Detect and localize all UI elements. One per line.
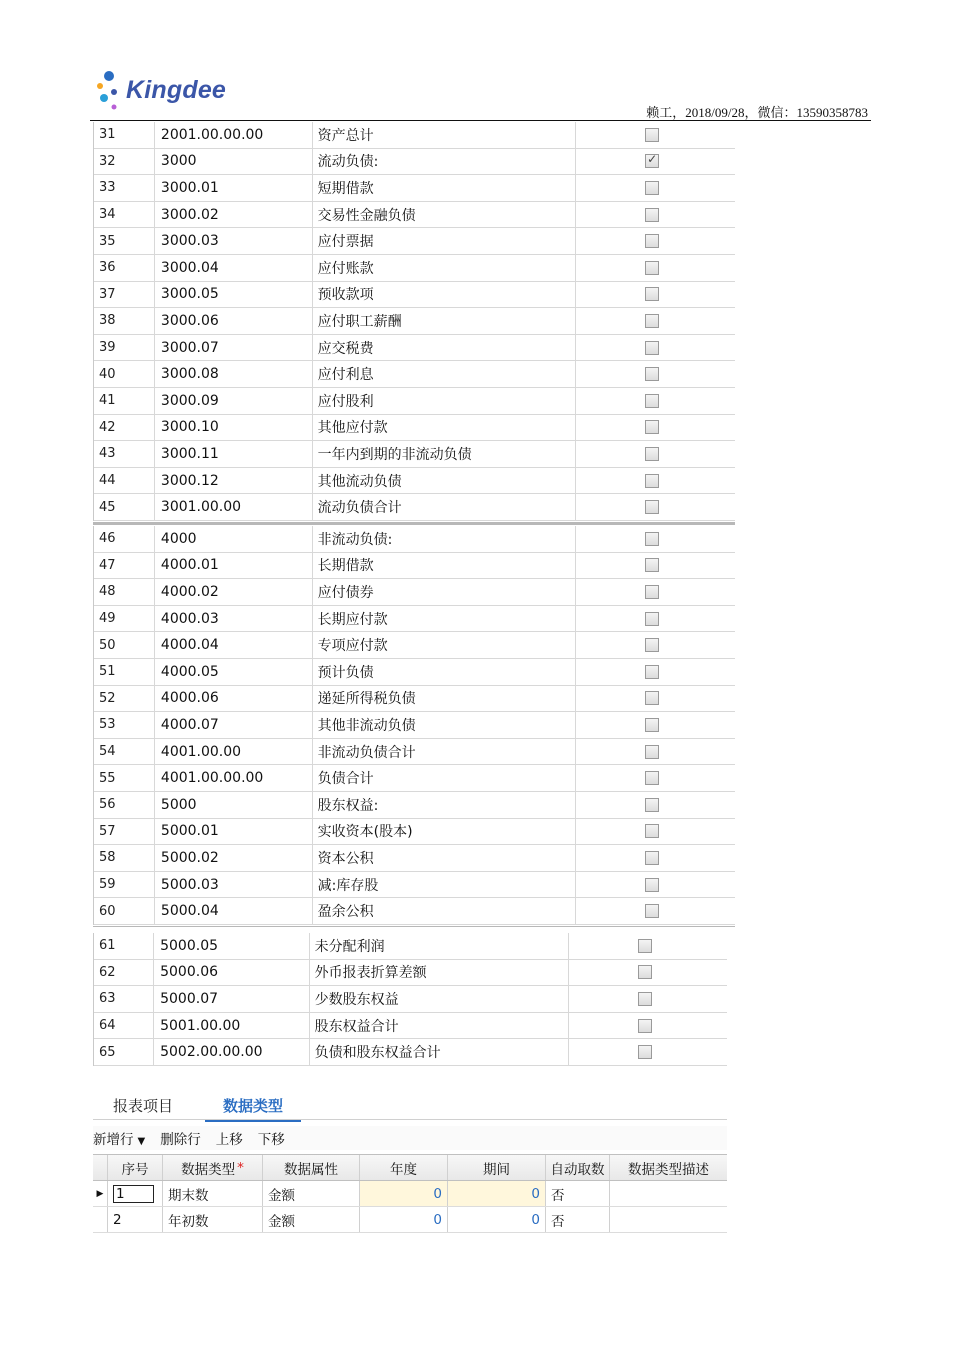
item-code[interactable]: 4000.06 — [154, 686, 312, 712]
item-code[interactable]: 3000.12 — [154, 468, 312, 494]
required-mark: * — [237, 1159, 244, 1176]
grid-row[interactable] — [94, 361, 735, 388]
item-name[interactable]: 外币报表折算差额 — [309, 960, 569, 986]
row-checkbox[interactable] — [645, 798, 659, 812]
header-note: 赖工，2018/09/28，微信：13590358783 — [646, 105, 868, 120]
item-code[interactable]: 4000.03 — [154, 606, 312, 632]
row-checkbox[interactable] — [645, 878, 659, 892]
grid-row[interactable] — [94, 712, 735, 739]
row-number: 32 — [99, 153, 116, 169]
row-checkbox[interactable] — [645, 500, 659, 514]
move-up-button[interactable]: 上移 — [215, 1132, 243, 1148]
grid-row[interactable] — [94, 898, 735, 925]
item-name[interactable]: 负债和股东权益合计 — [309, 1039, 569, 1065]
row-checkbox[interactable] — [645, 447, 659, 461]
row-number: 53 — [99, 717, 116, 733]
item-code[interactable]: 3000.01 — [154, 175, 312, 201]
row-number: 64 — [99, 1018, 116, 1034]
checkbox-cell — [575, 228, 735, 254]
row-checkbox[interactable] — [638, 1045, 652, 1059]
checkbox-cell — [575, 686, 735, 712]
grid-row[interactable] — [94, 1013, 727, 1040]
item-code[interactable]: 5000.07 — [153, 986, 309, 1012]
row-checkbox[interactable] — [638, 992, 652, 1006]
add-row-button[interactable] — [93, 1128, 160, 1148]
cell-desc[interactable] — [610, 1181, 727, 1206]
grid-row[interactable] — [94, 792, 735, 819]
grid-row[interactable] — [94, 960, 727, 987]
tabs-divider — [93, 1119, 727, 1120]
delete-row-button[interactable]: 删除行 — [160, 1132, 201, 1148]
item-code[interactable]: 5000.06 — [153, 960, 309, 986]
checkbox-cell — [575, 765, 735, 791]
row-indicator — [93, 1207, 108, 1232]
item-code[interactable]: 4001.00.00 — [154, 739, 312, 765]
item-code[interactable]: 3000.06 — [154, 308, 312, 334]
row-number: 59 — [99, 877, 116, 893]
grid-row[interactable] — [94, 1039, 727, 1066]
grid-row[interactable] — [94, 228, 735, 255]
row-number: 34 — [99, 207, 116, 223]
item-name[interactable]: 资产总计 — [312, 122, 576, 148]
seq-input[interactable]: 1 — [113, 1185, 154, 1203]
grid-row[interactable] — [94, 388, 735, 415]
checkbox-cell — [568, 1039, 727, 1065]
row-checkbox[interactable] — [645, 718, 659, 732]
row-checkbox[interactable] — [645, 420, 659, 434]
row-number: 33 — [99, 180, 116, 196]
row-checkbox[interactable] — [645, 181, 659, 195]
item-code[interactable]: 5002.00.00.00 — [153, 1039, 309, 1065]
item-code[interactable]: 3000.11 — [154, 441, 312, 467]
cell-seq[interactable]: 2 — [108, 1207, 163, 1232]
item-code[interactable]: 4000.02 — [154, 579, 312, 605]
col-type[interactable] — [163, 1155, 263, 1180]
item-code[interactable]: 3000.02 — [154, 202, 312, 228]
row-number: 48 — [99, 584, 116, 600]
item-code[interactable]: 4000.05 — [154, 659, 312, 685]
cell-attr[interactable]: 金额 — [263, 1207, 360, 1232]
grid-row[interactable] — [94, 986, 727, 1013]
cell-auto[interactable]: 否 — [546, 1207, 610, 1232]
checkbox-cell — [575, 553, 735, 579]
row-checkbox[interactable] — [645, 154, 659, 168]
item-code[interactable]: 5000.05 — [153, 933, 309, 959]
item-code[interactable]: 4000 — [154, 526, 312, 552]
col-attr[interactable]: 数据属性 — [263, 1155, 360, 1180]
checkbox-cell — [575, 202, 735, 228]
row-checkbox[interactable] — [645, 261, 659, 275]
row-number: 63 — [99, 991, 116, 1007]
col-desc[interactable]: 数据类型描述 — [628, 1161, 709, 1178]
row-indicator-header — [93, 1155, 108, 1180]
item-code[interactable]: 5000 — [154, 792, 312, 818]
checkbox-cell — [575, 122, 735, 148]
item-name[interactable]: 资本公积 — [312, 845, 576, 871]
row-checkbox[interactable] — [645, 287, 659, 301]
row-checkbox[interactable] — [645, 638, 659, 652]
checkbox-cell — [575, 526, 735, 552]
checkbox-cell — [575, 872, 735, 898]
item-name[interactable]: 预计负债 — [312, 659, 576, 685]
row-checkbox[interactable] — [645, 208, 659, 222]
cell-seq[interactable] — [108, 1181, 163, 1206]
item-name[interactable]: 其他应付款 — [312, 415, 576, 441]
block-divider — [93, 926, 735, 927]
item-name[interactable]: 流动负债: — [312, 149, 576, 175]
checkbox-cell — [575, 175, 735, 201]
grid-row[interactable] — [94, 494, 735, 521]
add-row-label: 新增行 — [93, 1132, 134, 1148]
grid-row[interactable] — [94, 335, 735, 362]
cell-type[interactable]: 期末数 — [163, 1181, 263, 1206]
checkbox-cell — [568, 1013, 727, 1039]
row-checkbox[interactable] — [645, 665, 659, 679]
checkbox-cell — [575, 149, 735, 175]
block-divider — [93, 522, 735, 525]
checkbox-cell — [575, 819, 735, 845]
item-code[interactable]: 5000.02 — [154, 845, 312, 871]
col-seq[interactable]: 序号 — [108, 1155, 163, 1180]
grid-row[interactable] — [94, 308, 735, 335]
row-number: 40 — [99, 366, 116, 382]
row-checkbox[interactable] — [645, 341, 659, 355]
checkbox-cell — [575, 494, 735, 520]
item-code[interactable]: 5000.04 — [154, 898, 312, 924]
item-code[interactable]: 3000.08 — [154, 361, 312, 387]
data-type-table — [93, 1154, 727, 1233]
grid-row[interactable] — [94, 765, 735, 792]
item-name[interactable]: 非流动负债合计 — [312, 739, 576, 765]
item-name[interactable]: 短期借款 — [312, 175, 576, 201]
item-code[interactable]: 4001.00.00.00 — [154, 765, 312, 791]
row-checkbox[interactable] — [645, 128, 659, 142]
item-name[interactable]: 长期应付款 — [312, 606, 576, 632]
checkbox-cell — [575, 845, 735, 871]
grid-row[interactable] — [94, 149, 735, 176]
item-code[interactable]: 4000.04 — [154, 632, 312, 658]
account-grid-block-3 — [93, 933, 727, 1066]
item-name[interactable]: 盈余公积 — [312, 898, 576, 924]
row-number: 54 — [99, 744, 116, 760]
row-checkbox[interactable] — [645, 612, 659, 626]
grid-row[interactable] — [94, 441, 735, 468]
item-code[interactable]: 3000.10 — [154, 415, 312, 441]
tab-data-type[interactable]: 数据类型 — [205, 1092, 301, 1122]
row-number: 39 — [99, 340, 116, 356]
checkbox-cell — [575, 415, 735, 441]
tab-report-items[interactable]: 报表项目 — [113, 1097, 174, 1115]
grid-row[interactable] — [94, 122, 735, 149]
row-checkbox[interactable] — [645, 904, 659, 918]
row-number: 31 — [99, 127, 116, 143]
row-number: 60 — [99, 903, 116, 919]
row-number: 58 — [99, 850, 116, 866]
item-name[interactable]: 少数股东权益 — [309, 986, 569, 1012]
item-name[interactable]: 应付债券 — [312, 579, 576, 605]
row-checkbox[interactable] — [645, 394, 659, 408]
checkbox-cell — [568, 933, 727, 959]
checkbox-cell — [575, 308, 735, 334]
checkbox-cell — [575, 579, 735, 605]
checkbox-cell — [575, 898, 735, 924]
col-period[interactable]: 期间 — [448, 1155, 546, 1180]
grid-row[interactable] — [94, 933, 727, 960]
row-number: 45 — [99, 499, 116, 515]
header-divider — [90, 120, 871, 121]
row-checkbox[interactable] — [645, 558, 659, 572]
item-code[interactable]: 3000.07 — [154, 335, 312, 361]
bottom-tabs — [93, 1092, 733, 1120]
item-name[interactable]: 应付利息 — [312, 361, 576, 387]
checkbox-cell — [575, 739, 735, 765]
row-number: 44 — [99, 473, 116, 489]
item-name[interactable]: 应付职工薪酬 — [312, 308, 576, 334]
row-number: 65 — [99, 1044, 116, 1060]
current-row-arrow-icon: ▶ — [93, 1181, 108, 1206]
cell-period[interactable]: 0 — [448, 1207, 546, 1232]
item-code[interactable]: 5000.01 — [154, 819, 312, 845]
item-name[interactable]: 应付账款 — [312, 255, 576, 281]
row-number: 56 — [99, 797, 116, 813]
dropdown-caret-icon[interactable]: ▼ — [137, 1136, 146, 1147]
item-name[interactable]: 专项应付款 — [312, 632, 576, 658]
item-code[interactable]: 4000.01 — [154, 553, 312, 579]
move-down-button[interactable]: 下移 — [257, 1132, 285, 1148]
table-row[interactable] — [93, 1207, 727, 1233]
row-checkbox[interactable] — [645, 691, 659, 705]
row-number: 38 — [99, 313, 116, 329]
checkbox-cell — [575, 468, 735, 494]
row-checkbox[interactable] — [645, 532, 659, 546]
grid-row[interactable] — [94, 255, 735, 282]
grid-row[interactable] — [94, 845, 735, 872]
row-checkbox[interactable] — [645, 745, 659, 759]
cell-type[interactable]: 年初数 — [163, 1207, 263, 1232]
item-name[interactable]: 应交税费 — [312, 335, 576, 361]
checkbox-cell — [568, 960, 727, 986]
item-name[interactable]: 其他流动负债 — [312, 468, 576, 494]
brand-name: Kingdee — [126, 76, 227, 104]
item-name[interactable]: 股东权益: — [312, 792, 576, 818]
checkbox-cell — [575, 255, 735, 281]
item-name[interactable]: 未分配利润 — [309, 933, 569, 959]
row-number: 61 — [99, 938, 116, 954]
grid-row[interactable] — [94, 468, 735, 495]
item-code[interactable]: 3000.03 — [154, 228, 312, 254]
row-checkbox[interactable] — [645, 824, 659, 838]
col-auto[interactable]: 自动取数 — [546, 1155, 610, 1180]
cell-desc[interactable] — [610, 1207, 727, 1232]
item-name[interactable]: 非流动负债: — [312, 526, 576, 552]
item-name[interactable]: 减:库存股 — [312, 872, 576, 898]
cell-period[interactable]: 0 — [448, 1181, 546, 1206]
row-checkbox[interactable] — [645, 314, 659, 328]
checkbox-cell — [575, 712, 735, 738]
row-number: 47 — [99, 557, 116, 573]
row-number: 42 — [99, 419, 116, 435]
row-checkbox[interactable] — [645, 474, 659, 488]
item-code[interactable]: 5000.03 — [154, 872, 312, 898]
cell-year[interactable]: 0 — [360, 1181, 448, 1206]
grid-row[interactable] — [94, 202, 735, 229]
row-number: 41 — [99, 393, 116, 409]
item-name[interactable]: 股东权益合计 — [309, 1013, 569, 1039]
grid-row[interactable] — [94, 659, 735, 686]
item-code[interactable]: 3000.04 — [154, 255, 312, 281]
checkbox-cell — [575, 659, 735, 685]
table-row[interactable] — [93, 1181, 727, 1207]
grid-row[interactable] — [94, 553, 735, 580]
grid-row[interactable] — [94, 526, 735, 553]
row-checkbox[interactable] — [645, 367, 659, 381]
item-code[interactable]: 3001.00.00 — [154, 494, 312, 520]
col-type-label: 数据类型 — [181, 1161, 236, 1178]
item-name[interactable]: 长期借款 — [312, 553, 576, 579]
row-number: 49 — [99, 611, 116, 627]
row-number: 37 — [99, 286, 116, 302]
item-code[interactable]: 4000.07 — [154, 712, 312, 738]
grid-row[interactable] — [94, 739, 735, 766]
row-checkbox[interactable] — [645, 585, 659, 599]
row-number: 43 — [99, 446, 116, 462]
item-name[interactable]: 负债合计 — [312, 765, 576, 791]
cell-year[interactable]: 0 — [360, 1207, 448, 1232]
account-grid-block-1 — [93, 122, 735, 521]
row-number: 46 — [99, 531, 116, 547]
grid-row[interactable] — [94, 686, 735, 713]
row-number: 35 — [99, 233, 116, 249]
item-name[interactable]: 实收资本(股本) — [312, 819, 576, 845]
col-year[interactable]: 年度 — [360, 1155, 448, 1180]
grid-row[interactable] — [94, 579, 735, 606]
row-number: 36 — [99, 260, 116, 276]
checkbox-cell — [575, 361, 735, 387]
row-checkbox[interactable] — [638, 939, 652, 953]
item-name[interactable]: 应付票据 — [312, 228, 576, 254]
row-checkbox[interactable] — [645, 234, 659, 248]
item-name[interactable]: 其他非流动负债 — [312, 712, 576, 738]
checkbox-cell — [575, 441, 735, 467]
checkbox-cell — [575, 792, 735, 818]
item-name[interactable]: 递延所得税负债 — [312, 686, 576, 712]
cell-auto[interactable]: 否 — [546, 1181, 610, 1206]
grid-row[interactable] — [94, 819, 735, 846]
item-name[interactable]: 交易性金融负债 — [312, 202, 576, 228]
row-number: 55 — [99, 770, 116, 786]
item-code[interactable]: 5001.00.00 — [153, 1013, 309, 1039]
checkbox-cell — [575, 632, 735, 658]
row-number: 51 — [99, 664, 116, 680]
row-checkbox[interactable] — [645, 851, 659, 865]
row-checkbox[interactable] — [638, 1019, 652, 1033]
row-checkbox[interactable] — [638, 965, 652, 979]
cell-attr[interactable]: 金额 — [263, 1181, 360, 1206]
checkbox-cell — [575, 606, 735, 632]
item-code[interactable]: 2001.00.00.00 — [154, 122, 312, 148]
item-name[interactable]: 一年内到期的非流动负债 — [312, 441, 576, 467]
grid-row[interactable] — [94, 872, 735, 899]
item-name[interactable]: 应付股利 — [312, 388, 576, 414]
account-grid-block-2 — [93, 526, 735, 925]
grid-row[interactable] — [94, 632, 735, 659]
checkbox-cell — [575, 335, 735, 361]
checkbox-cell — [575, 282, 735, 308]
row-number: 62 — [99, 964, 116, 980]
item-code[interactable]: 3000.09 — [154, 388, 312, 414]
grid-row[interactable] — [94, 282, 735, 309]
grid-row[interactable] — [94, 606, 735, 633]
item-name[interactable]: 流动负债合计 — [312, 494, 576, 520]
checkbox-cell — [575, 388, 735, 414]
row-checkbox[interactable] — [645, 771, 659, 785]
table-header — [93, 1155, 727, 1181]
row-number: 50 — [99, 637, 116, 653]
checkbox-cell — [568, 986, 727, 1012]
item-name[interactable]: 预收款项 — [312, 282, 576, 308]
item-code[interactable]: 3000.05 — [154, 282, 312, 308]
row-number: 57 — [99, 823, 116, 839]
grid-row[interactable] — [94, 175, 735, 202]
item-code[interactable]: 3000 — [154, 149, 312, 175]
toolbar — [93, 1126, 727, 1150]
row-number: 52 — [99, 690, 116, 706]
grid-row[interactable] — [94, 415, 735, 442]
